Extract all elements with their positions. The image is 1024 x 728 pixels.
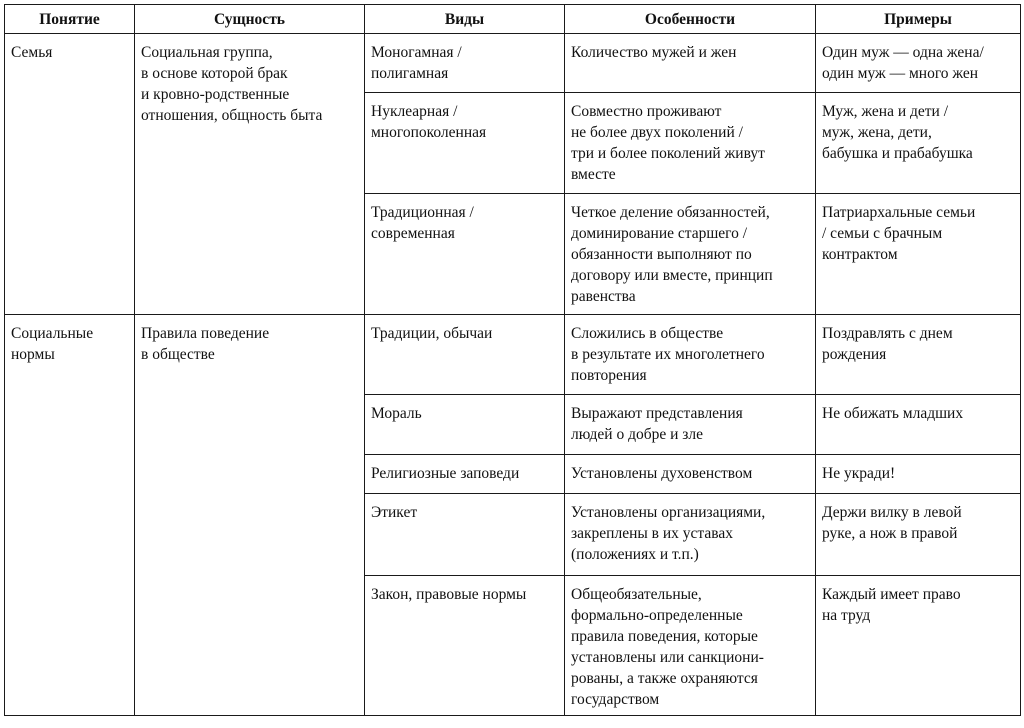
features-cell: Количество мужей и жен	[565, 34, 816, 93]
type-cell: Нуклеарная / многопоколенная	[365, 93, 565, 194]
examples-cell: Патриархальные семьи / семьи с брачным контрактом	[816, 194, 1021, 315]
type-cell: Традиционная / современная	[365, 194, 565, 315]
examples-cell: Каждый имеет право на труд	[816, 576, 1021, 716]
header-types: Виды	[365, 5, 565, 34]
examples-cell: Не укради!	[816, 455, 1021, 494]
features-cell: Выражают представления людей о добре и зле	[565, 395, 816, 455]
features-cell: Установлены духовенством	[565, 455, 816, 494]
features-cell: Четкое деление обязанностей, доминирование старшего / обязанности выполняют по договору или вместе, принцип равенства	[565, 194, 816, 315]
concept-cell: Семья	[5, 34, 135, 315]
features-cell: Сложились в обществе в результате их многолетнего повторения	[565, 315, 816, 395]
type-cell: Этикет	[365, 494, 565, 576]
type-cell: Религиозные заповеди	[365, 455, 565, 494]
features-cell: Общеобязательные, формально-определенные правила поведения, которые установлены или санкциони- рованы, а также охраняются государством	[565, 576, 816, 716]
header-concept: Понятие	[5, 5, 135, 34]
examples-cell: Держи вилку в левой руке, а нож в правой	[816, 494, 1021, 576]
examples-cell: Не обижать младших	[816, 395, 1021, 455]
table-row	[5, 315, 1021, 395]
essence-cell: Социальная группа, в основе которой брак и кровно-родственные отношения, общность быта	[135, 34, 365, 315]
type-cell: Моногамная / полигамная	[365, 34, 565, 93]
table-row	[5, 34, 1021, 93]
type-cell: Закон, правовые нормы	[365, 576, 565, 716]
header-row	[5, 5, 1021, 34]
header-examples: Примеры	[816, 5, 1021, 34]
header-essence: Сущность	[135, 5, 365, 34]
features-cell: Установлены организациями, закреплены в их уставах (положениях и т.п.)	[565, 494, 816, 576]
type-cell: Традиции, обычаи	[365, 315, 565, 395]
examples-cell: Муж, жена и дети / муж, жена, дети, бабушка и прабабушка	[816, 93, 1021, 194]
concept-cell: Социальные нормы	[5, 315, 135, 716]
essence-cell: Правила поведение в обществе	[135, 315, 365, 716]
concepts-table	[4, 4, 1021, 716]
type-cell: Мораль	[365, 395, 565, 455]
examples-cell: Поздравлять с днем рождения	[816, 315, 1021, 395]
examples-cell: Один муж — одна жена/ один муж — много жен	[816, 34, 1021, 93]
header-features: Особенности	[565, 5, 816, 34]
features-cell: Совместно проживают не более двух поколений / три и более поколений живут вместе	[565, 93, 816, 194]
